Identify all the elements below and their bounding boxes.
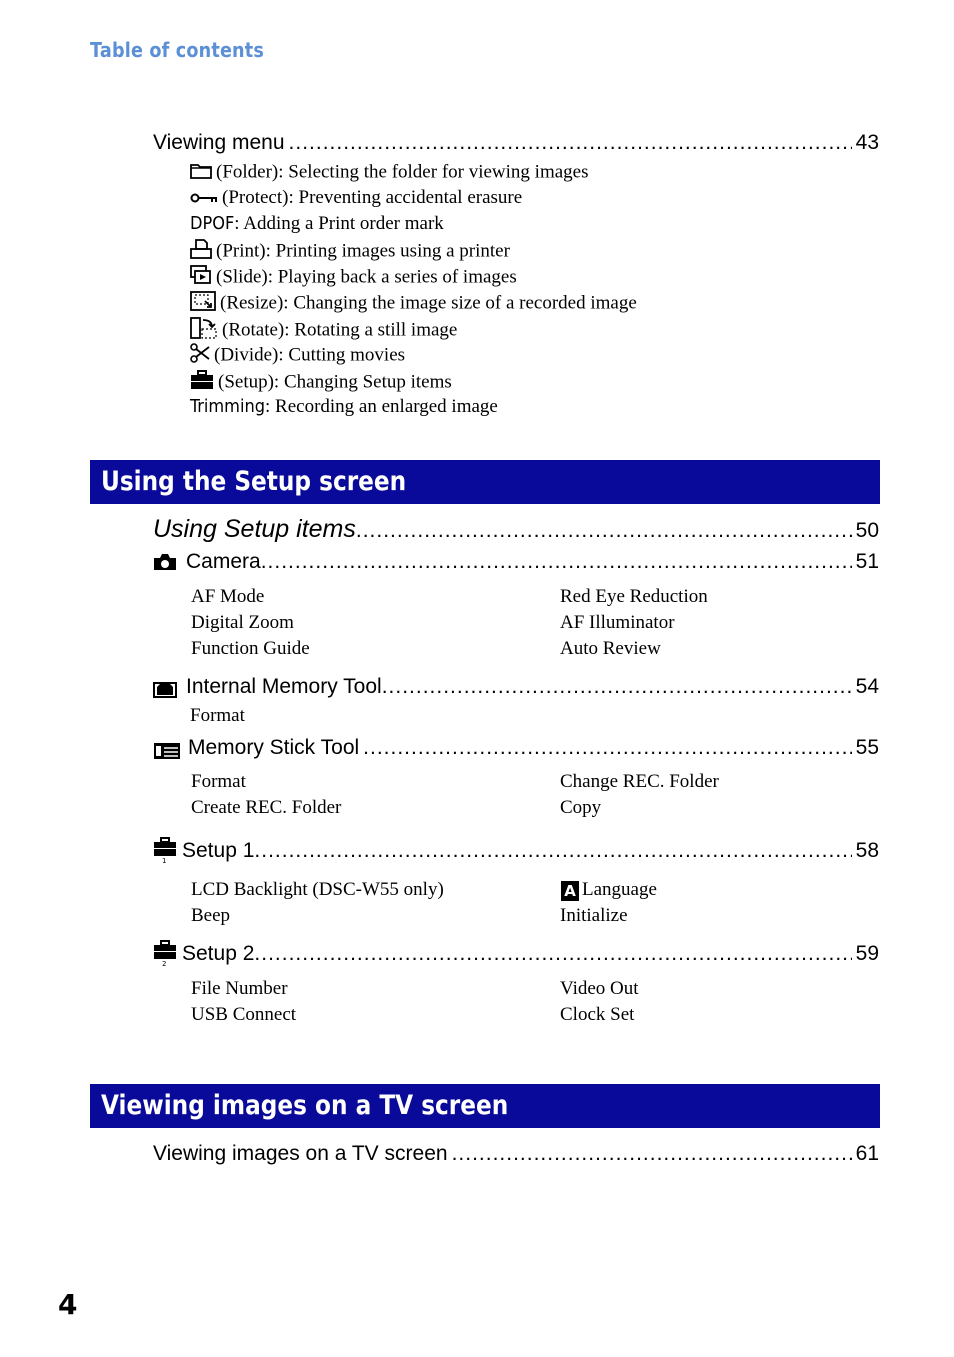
camera-icon: [153, 553, 177, 576]
list-item: Clock Set: [560, 1004, 635, 1025]
toc-entry-internal-memory-tool[interactable]: [186, 675, 879, 699]
toc-entry-camera[interactable]: [186, 550, 879, 574]
page-number: 51: [855, 550, 879, 573]
toc-entry-memory-stick-tool[interactable]: [188, 736, 879, 760]
entry-title: Using Setup items: [153, 515, 356, 543]
dot-leader: [254, 839, 851, 863]
section-banner-setup: Using the Setup screen: [90, 460, 880, 504]
list-item: Auto Review: [560, 638, 661, 659]
page-number: 50: [855, 519, 879, 542]
entry-title: Internal Memory Tool: [186, 675, 382, 698]
trimming-label: Trimming: [190, 396, 265, 417]
list-item: Format: [190, 705, 245, 726]
page-number: 54: [855, 675, 879, 698]
list-item: Format: [191, 771, 246, 792]
page-number-footer: 4: [58, 1288, 78, 1321]
toolbox-icon: [190, 370, 214, 396]
dot-leader: [289, 131, 852, 155]
dot-leader: [452, 1142, 852, 1166]
sub-item-print: (Print): Printing images using a printer: [190, 239, 510, 265]
section-banner-tv: Viewing images on a TV screen: [90, 1084, 880, 1128]
toc-entry-setup-2[interactable]: [182, 942, 879, 966]
page-number: 58: [855, 839, 879, 862]
entry-title: Viewing menu: [153, 131, 285, 154]
entry-title: Setup 1: [182, 839, 255, 862]
sub-item-dpof: DPOF: Adding a Print order mark: [190, 213, 444, 234]
slide-icon: [190, 265, 212, 291]
entry-title: Setup 2: [182, 942, 255, 965]
folder-icon: [190, 161, 212, 185]
dot-leader: [261, 550, 852, 574]
toc-entry-viewing-menu[interactable]: [153, 131, 879, 155]
dot-leader: [254, 942, 851, 966]
internal-memory-icon: [153, 678, 177, 703]
dot-leader: [382, 675, 852, 699]
page-number: 43: [855, 131, 879, 154]
protect-key-icon: [190, 188, 218, 210]
sub-item-resize: (Resize): Changing the image size of a recorded image: [190, 291, 637, 317]
sub-item-divide: (Divide): Cutting movies: [190, 343, 405, 369]
resize-icon: [190, 291, 216, 317]
setup2-icon-subscript: 2: [162, 960, 167, 968]
setup1-icon-subscript: 1: [162, 857, 167, 865]
list-item: Initialize: [560, 905, 628, 926]
toc-entry-viewing-images-tv[interactable]: [153, 1142, 879, 1166]
page-number: 59: [855, 942, 879, 965]
dpof-label: DPOF: [190, 213, 235, 234]
sub-item-rotate: (Rotate): Rotating a still image: [190, 317, 457, 345]
list-item: Digital Zoom: [191, 612, 294, 633]
entry-title: Camera: [186, 550, 261, 573]
list-item: AF Illuminator: [560, 612, 675, 633]
list-item: File Number: [191, 978, 288, 999]
dot-leader: [356, 519, 852, 543]
toc-entry-setup-1[interactable]: [182, 839, 879, 863]
sub-item-setup: (Setup): Changing Setup items: [190, 370, 452, 396]
entry-title: Viewing images on a TV screen: [153, 1142, 448, 1165]
sub-item-trimming: Trimming: Recording an enlarged image: [190, 396, 498, 417]
list-item: LCD Backlight (DSC-W55 only): [191, 879, 444, 900]
language-icon: A: [561, 881, 579, 901]
toc-entry-using-setup-items[interactable]: [153, 515, 879, 544]
sub-item-slide: (Slide): Playing back a series of images: [190, 265, 517, 291]
list-item: Change REC. Folder: [560, 771, 719, 792]
list-item: Video Out: [560, 978, 639, 999]
table-of-contents-link[interactable]: Table of contents: [90, 38, 265, 62]
memory-stick-icon: [153, 742, 181, 765]
list-item: USB Connect: [191, 1004, 297, 1025]
dot-leader: [363, 736, 851, 760]
list-item: Red Eye Reduction: [560, 586, 708, 607]
list-item: Copy: [560, 797, 602, 818]
print-icon: [190, 239, 212, 265]
rotate-icon: [190, 317, 218, 345]
scissors-icon: [190, 343, 210, 369]
list-item: Beep: [191, 905, 231, 926]
list-item: Function Guide: [191, 638, 310, 659]
list-item: AF Mode: [191, 586, 265, 607]
entry-title: Memory Stick Tool: [188, 736, 360, 759]
sub-item-protect: (Protect): Preventing accidental erasure: [190, 187, 522, 210]
page-number: 61: [855, 1142, 879, 1165]
sub-item-folder: (Folder): Selecting the folder for viewing images: [190, 161, 589, 185]
list-item-language: A Language: [561, 879, 657, 901]
page-number: 55: [855, 736, 879, 759]
list-item: Create REC. Folder: [191, 797, 342, 818]
